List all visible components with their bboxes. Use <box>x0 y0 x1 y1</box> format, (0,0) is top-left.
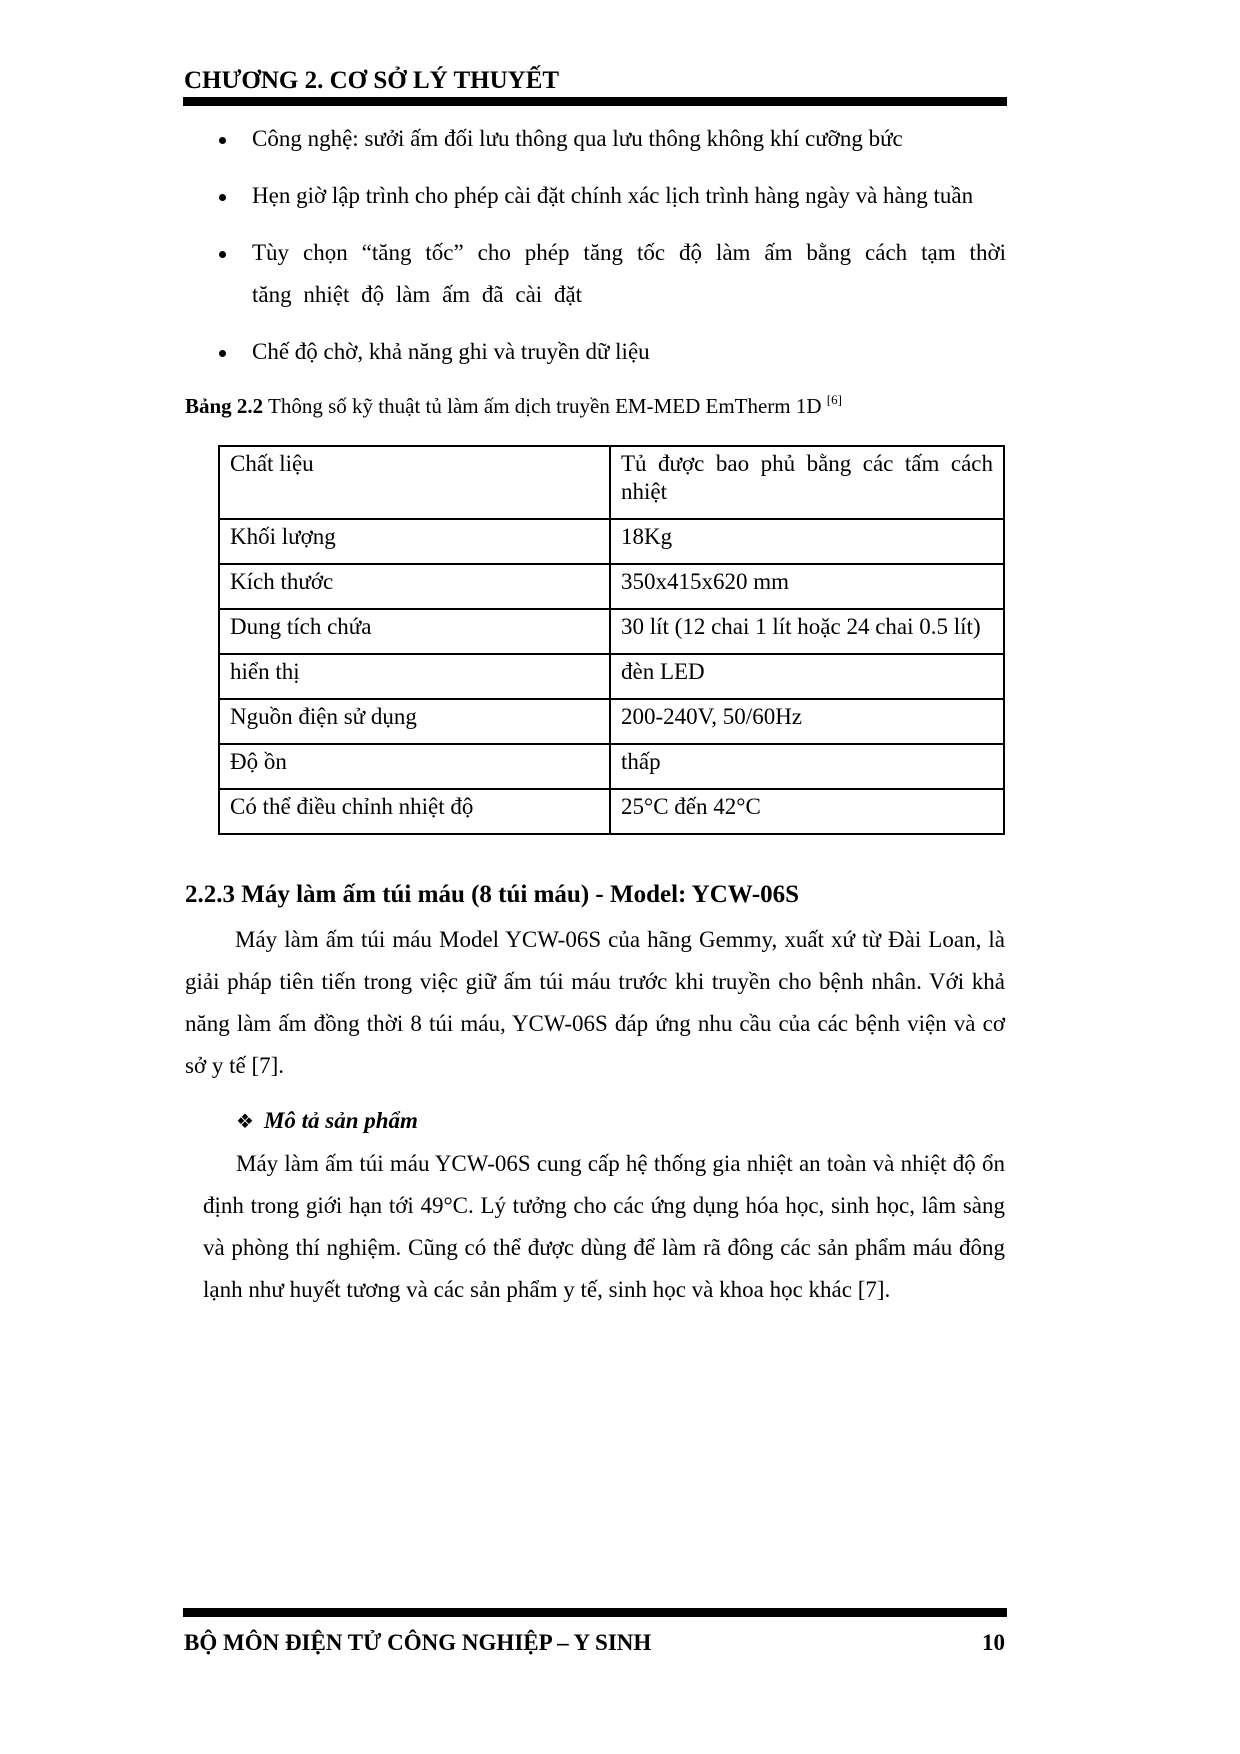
section-heading: 2.2.3 Máy làm ấm túi máu (8 túi máu) - Model: YCW-06S <box>185 881 800 908</box>
product-description-subheading <box>236 1104 418 1138</box>
bullet-icon <box>219 251 226 258</box>
spec-key: Có thể điều chỉnh nhiệt độ <box>219 789 610 834</box>
spec-key: Kích thước <box>219 564 610 609</box>
chapter-header: CHƯƠNG 2. CƠ SỞ LÝ THUYẾT <box>184 67 560 94</box>
table-caption-reference: [6] <box>826 392 842 407</box>
table-caption-label: Bảng 2.2 <box>185 394 264 418</box>
footer-rule <box>183 1608 1007 1617</box>
bullet-icon <box>219 137 226 144</box>
bullet-icon <box>219 194 226 201</box>
bullet-text: Hẹn giờ lập trình cho phép cài đặt chính xác lịch trình hàng ngày và hàng tuần <box>252 183 974 208</box>
table-row <box>219 609 1004 654</box>
table-row <box>219 564 1004 609</box>
bullet-item <box>184 232 1006 316</box>
bullet-item <box>184 331 1006 373</box>
spec-value: 30 lít (12 chai 1 lít hoặc 24 chai 0.5 lít) <box>610 609 1004 654</box>
spec-value: thấp <box>610 744 1004 789</box>
bullet-item <box>184 118 1006 160</box>
bullet-text: Tùy chọn “tăng tốc” cho phép tăng tốc độ làm ấm bằng cách tạm thời tăng nhiệt độ làm ấm đã cài đặt <box>252 240 1006 307</box>
subheading-text: Mô tả sản phẩm <box>263 1108 418 1133</box>
spec-key: Chất liệu <box>219 446 610 519</box>
diamond-bullet-icon: ❖ <box>236 1109 254 1133</box>
spec-key: Nguồn điện sử dụng <box>219 699 610 744</box>
spec-table <box>218 445 1005 835</box>
page-number: 10 <box>982 1630 1005 1655</box>
table-caption <box>185 392 842 420</box>
table-row <box>219 699 1004 744</box>
spec-value: đèn LED <box>610 654 1004 699</box>
feature-bullet-list <box>184 118 1006 388</box>
spec-key: Khối lượng <box>219 519 610 564</box>
table-caption-text: Thông số kỹ thuật tủ làm ấm dịch truyền EM-MED EmTherm 1D <box>263 394 827 418</box>
spec-value: 350x415x620 mm <box>610 564 1004 609</box>
spec-value: Tủ được bao phủ bằng các tấm cách nhiệt <box>610 446 1004 519</box>
spec-value: 25°C đến 42°C <box>610 789 1004 834</box>
spec-key: Độ ồn <box>219 744 610 789</box>
table-row <box>219 446 1004 519</box>
table-row <box>219 744 1004 789</box>
bullet-text: Công nghệ: sưởi ấm đối lưu thông qua lưu thông không khí cưỡng bức <box>252 126 903 151</box>
intro-paragraph: Máy làm ấm túi máu Model YCW-06S của hãng Gemmy, xuất xứ từ Đài Loan, là giải pháp tiên tiến trong việc giữ ấm túi máu trước khi truyền cho bệnh nhân. Với khả năng làm ấm đồng thời 8 túi máu, YCW-06S đáp ứng nhu cầu của các bệnh viện và cơ sở y tế [7]. <box>185 927 1005 1078</box>
spec-key: hiển thị <box>219 654 610 699</box>
bullet-item <box>184 175 1006 217</box>
table-row <box>219 519 1004 564</box>
bullet-icon <box>219 350 226 357</box>
spec-value: 18Kg <box>610 519 1004 564</box>
description-paragraph: Máy làm ấm túi máu YCW-06S cung cấp hệ thống gia nhiệt an toàn và nhiệt độ ổn định trong giới hạn tới 49°C. Lý tưởng cho các ứng dụng hóa học, sinh học, lâm sàng và phòng thí nghiệm. Cũng có thể được dùng để làm rã đông các sản phẩm máu đông lạnh như huyết tương và các sản phẩm y tế, sinh học và khoa học khác [7]. <box>203 1151 1005 1302</box>
spec-value: 200-240V, 50/60Hz <box>610 699 1004 744</box>
table-row <box>219 789 1004 834</box>
spec-key: Dung tích chứa <box>219 609 610 654</box>
header-rule <box>183 97 1007 106</box>
table-row <box>219 654 1004 699</box>
bullet-text: Chế độ chờ, khả năng ghi và truyền dữ liệu <box>252 339 650 364</box>
footer-department: BỘ MÔN ĐIỆN TỬ CÔNG NGHIỆP – Y SINH <box>184 1630 652 1655</box>
